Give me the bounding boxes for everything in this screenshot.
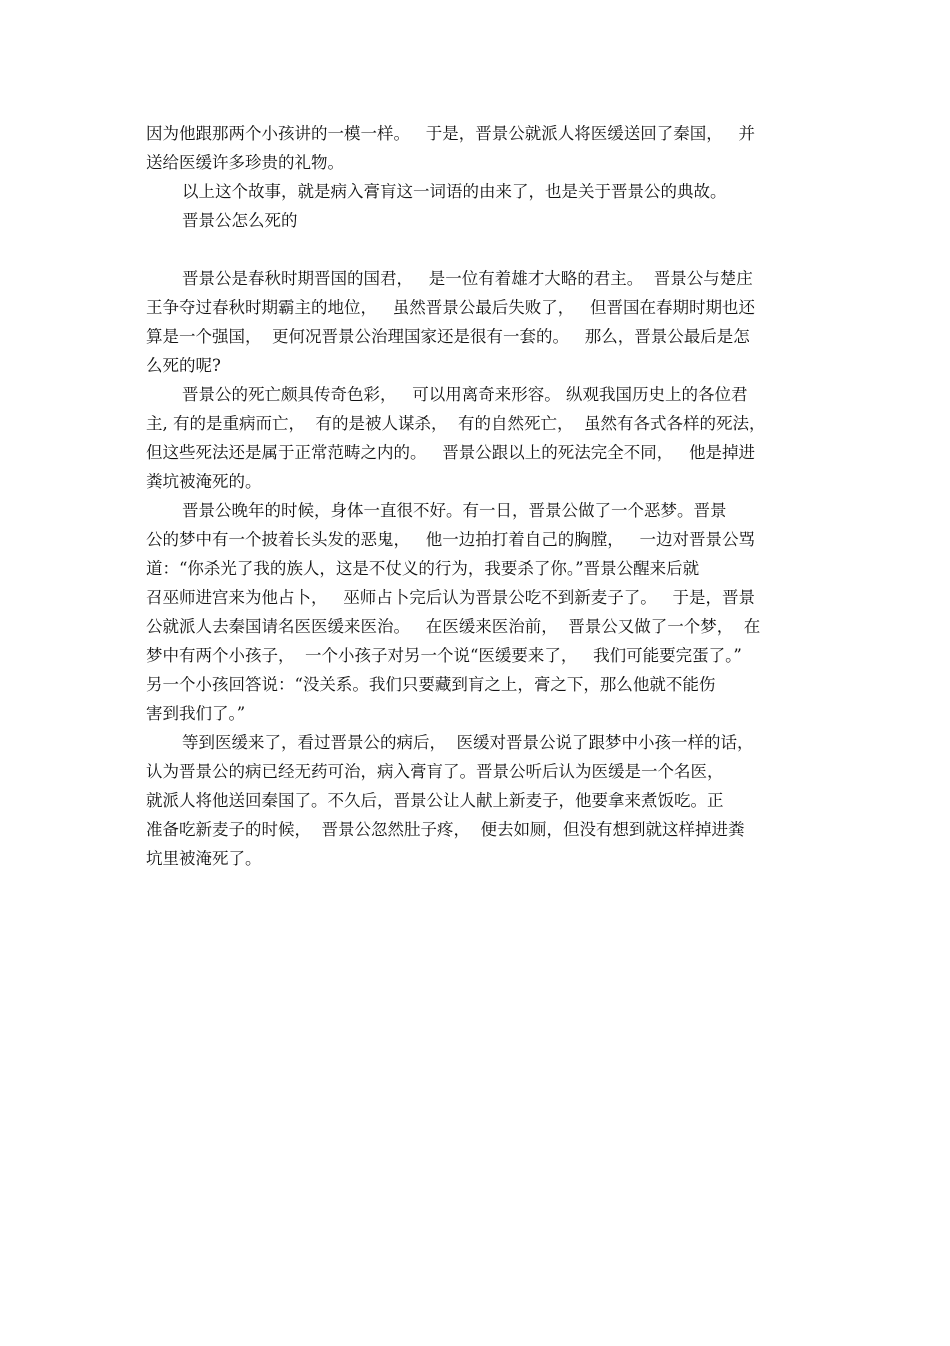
text-line: 等到医缓来了，看过晋景公的病后， 医缓对晋景公说了跟梦中小孩一样的话， <box>182 733 754 752</box>
text-line: 公就派人去秦国请名医医缓来医治。 在医缓来医治前， 晋景公又做了一个梦， 在 <box>146 617 761 636</box>
text-line: 害到我们了。” <box>146 704 246 723</box>
text-line: 认为晋景公的病已经无药可治，病入膏肓了。晋景公听后认为医缓是一个名医， <box>146 762 724 781</box>
text-line: 王争夺过春秋时期霸主的地位， 虽然晋景公最后失败了， 但晋国在春期时期也还 <box>146 298 755 317</box>
text-line: 晋景公晚年的时候，身体一直很不好。有一日，晋景公做了一个恶梦。晋景 <box>182 501 727 520</box>
text-line: 坑里被淹死了。 <box>146 849 262 868</box>
blank-line <box>146 235 810 264</box>
text-line: 晋景公的死亡颇具传奇色彩， 可以用离奇来形容。 纵观我国历史上的各位君 <box>182 385 748 404</box>
text-line: 以上这个故事，就是病入膏肓这一词语的由来了，也是关于晋景公的典故。 <box>182 182 727 201</box>
text-line: 但这些死法还是属于正常范畴之内的。 晋景公跟以上的死法完全不同， 他是掉进 <box>146 443 755 462</box>
text-line: 召巫师进宫来为他占卜， 巫师占卜完后认为晋景公吃不到新麦子了。 于是，晋景 <box>146 588 755 607</box>
text-line: 梦中有两个小孩子， 一个小孩子对另一个说“医缓要来了， 我们可能要完蛋了。” <box>146 646 742 665</box>
text-line: 算是一个强国， 更何况晋景公治理国家还是很有一套的。 那么，晋景公最后是怎 <box>146 327 750 346</box>
text-line: 主, 有的是重病而亡， 有的是被人谋杀， 有的自然死亡， 虽然有各式各样的死法， <box>146 414 766 433</box>
section-heading: 晋景公怎么死的 <box>182 211 298 230</box>
text-line: 送给医缓许多珍贵的礼物。 <box>146 153 344 172</box>
text-line: 就派人将他送回秦国了。不久后，晋景公让人献上新麦子，他要拿来煮饭吃。正 <box>146 791 724 810</box>
text-line: 道：“你杀光了我的族人，这是不仗义的行为，我要杀了你。”晋景公醒来后就 <box>146 559 700 578</box>
text-line: 另一个小孩回答说：“没关系。我们只要藏到肓之上，膏之下，那么他就不能伤 <box>146 675 716 694</box>
text-line: 粪坑被淹死的。 <box>146 472 262 491</box>
text-line: 么死的呢? <box>146 356 221 375</box>
text-line: 公的梦中有一个披着长头发的恶鬼， 他一边拍打着自己的胸膛， 一边对晋景公骂 <box>146 530 755 549</box>
text-line: 晋景公是春秋时期晋国的国君， 是一位有着雄才大略的君主。 晋景公与楚庄 <box>182 269 753 288</box>
article-body <box>146 119 810 873</box>
text-line: 准备吃新麦子的时候， 晋景公忽然肚子疼， 便去如厕，但没有想到就这样掉进粪 <box>146 820 745 839</box>
text-line: 因为他跟那两个小孩讲的一模一样。 于是，晋景公就派人将医缓送回了秦国， 并 <box>146 124 755 143</box>
